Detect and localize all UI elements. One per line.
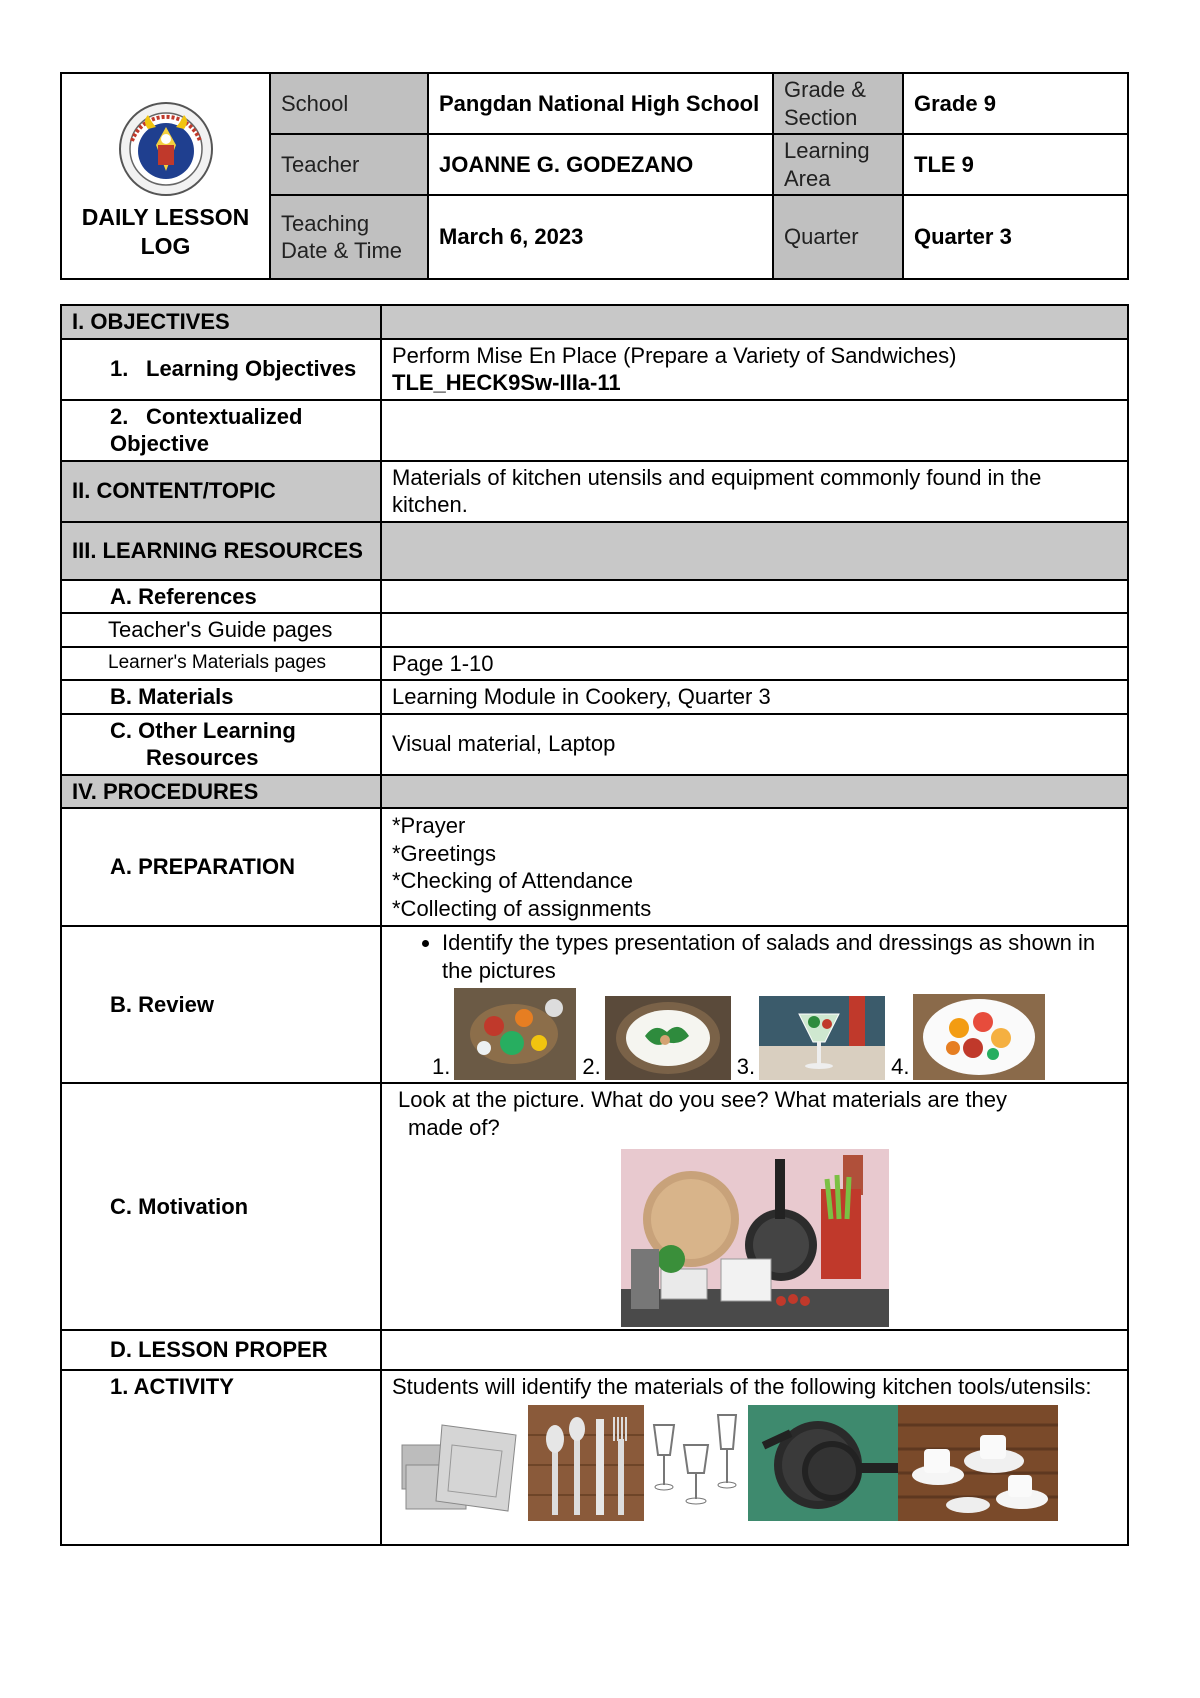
materials-label: B. Materials [61, 680, 381, 714]
objectives-heading: I. OBJECTIVES [61, 305, 381, 339]
content-heading: II. CONTENT/TOPIC [61, 461, 381, 522]
learning-objectives-value: Perform Mise En Place (Prepare a Variety of Sandwiches) TLE_HECK9Sw-IIIa-11 [381, 339, 1128, 400]
review-picture: 4. [891, 994, 1045, 1080]
aluminum-trays-image [392, 1405, 528, 1521]
other-resources-label: C. Other Learning Resources [61, 714, 381, 775]
contextualized-objective-label: 2. Contextualized Objective [61, 400, 381, 461]
review-pictures [392, 988, 1117, 1080]
review-picture: 2. [582, 996, 730, 1080]
cutlery-image [528, 1405, 644, 1521]
logo-cell [61, 73, 270, 279]
preparation-label: A. PREPARATION [61, 808, 381, 926]
references-value [381, 580, 1128, 614]
review-value [381, 926, 1128, 1083]
wine-glasses-image [644, 1405, 748, 1521]
cast-iron-pans-image [748, 1405, 898, 1521]
motivation-question-cont: made of? [408, 1114, 500, 1140]
ceramic-dishes-image [898, 1405, 1058, 1521]
salad-platter-image [454, 988, 576, 1080]
lesson-proper-value [381, 1330, 1128, 1370]
salad-glass-image [759, 996, 885, 1080]
procedures-heading-value [381, 775, 1128, 809]
prep-item: *Greetings [392, 840, 496, 866]
grade-label: Grade & Section [773, 73, 903, 134]
deped-seal-icon [118, 101, 214, 197]
competency-code: TLE_HECK9Sw-IIIa-11 [392, 370, 621, 395]
teachers-guide-value [381, 613, 1128, 647]
activity-label: 1. ACTIVITY [61, 1370, 381, 1545]
kitchen-utensils-image [621, 1149, 889, 1327]
citrus-salad-image [913, 994, 1045, 1080]
preparation-value [381, 808, 1128, 926]
other-resources-value: Visual material, Laptop [381, 714, 1128, 775]
lesson-table [60, 304, 1129, 1546]
resources-heading: III. LEARNING RESOURCES [61, 522, 381, 580]
quarter-label: Quarter [773, 195, 903, 279]
procedures-heading: IV. PROCEDURES [61, 775, 381, 809]
activity-instruction: Students will identify the materials of the following kitchen tools/utensils: [392, 1374, 1092, 1399]
review-instruction: • Identify the types presentation of salads and dressings as shown in the pictures [442, 929, 1117, 984]
learning-objectives-label: 1. Learning Objectives [61, 339, 381, 400]
motivation-label: C. Motivation [61, 1083, 381, 1330]
references-label: A. References [61, 580, 381, 614]
teacher-value: JOANNE G. GODEZANO [428, 134, 773, 195]
activity-images [392, 1405, 1117, 1521]
grade-value: Grade 9 [903, 73, 1128, 134]
teachers-guide-label: Teacher's Guide pages [61, 613, 381, 647]
contextualized-objective-value [381, 400, 1128, 461]
area-label: Learning Area [773, 134, 903, 195]
review-picture: 3. [737, 996, 885, 1080]
learners-materials-value: Page 1-10 [381, 647, 1128, 681]
header-table [60, 72, 1129, 280]
green-salad-plate-image [605, 996, 731, 1080]
resources-heading-value [381, 522, 1128, 580]
review-picture: 1. [432, 988, 576, 1080]
prep-item: *Prayer [392, 813, 466, 838]
school-value: Pangdan National High School [428, 73, 773, 134]
lesson-proper-label: D. LESSON PROPER [61, 1330, 381, 1370]
activity-value [381, 1370, 1128, 1545]
prep-item: *Collecting of assignments [392, 895, 652, 921]
prep-item: *Checking of Attendance [392, 868, 633, 893]
content-value: Materials of kitchen utensils and equipment commonly found in the kitchen. [381, 461, 1128, 522]
motivation-question: Look at the picture. What do you see? What materials are they [398, 1087, 1007, 1112]
review-label: B. Review [61, 926, 381, 1083]
learners-materials-label: Learner's Materials pages [61, 647, 381, 681]
date-label: Teaching Date & Time [270, 195, 428, 279]
date-value: March 6, 2023 [428, 195, 773, 279]
area-value: TLE 9 [903, 134, 1128, 195]
log-title: DAILY LESSON LOG [81, 204, 250, 259]
objectives-heading-value [381, 305, 1128, 339]
teacher-label: Teacher [270, 134, 428, 195]
motivation-value [381, 1083, 1128, 1330]
materials-value: Learning Module in Cookery, Quarter 3 [381, 680, 1128, 714]
quarter-value: Quarter 3 [903, 195, 1128, 279]
school-label: School [270, 73, 428, 134]
